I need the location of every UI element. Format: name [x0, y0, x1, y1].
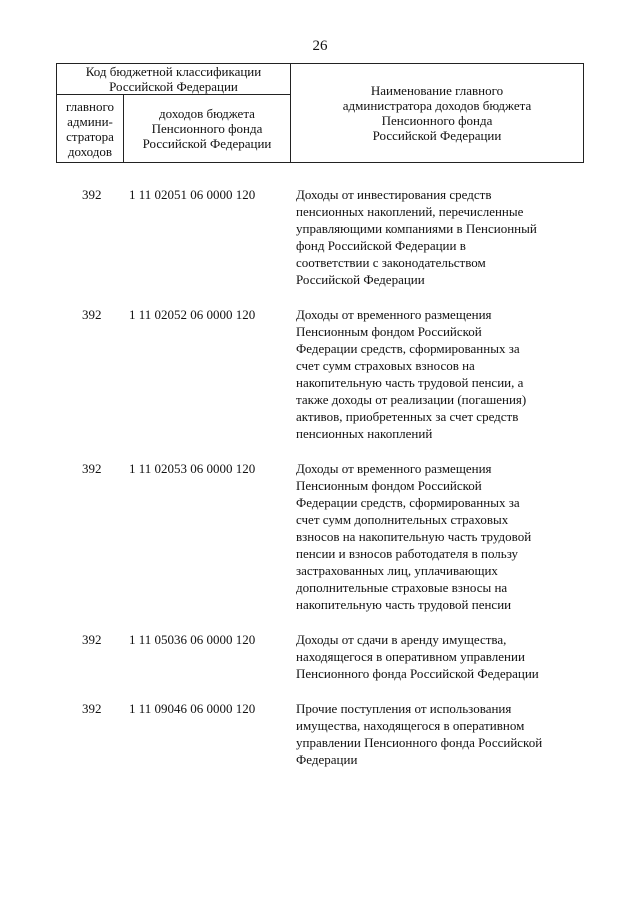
header-income: доходов бюджета Пенсионного фонда Российской Федерации — [142, 106, 272, 151]
row-admin-code: 392 — [82, 632, 102, 647]
table-header — [56, 63, 584, 163]
row-budget-code: 1 11 02053 06 0000 120 — [129, 461, 256, 476]
row-budget-code: 1 11 09046 06 0000 120 — [129, 701, 256, 716]
row-description: Доходы от временного размещения Пенсионным фондом Российской Федерации средств, сформированных за счет сумм дополнительных страховых взносов на накопительную часть трудовой пенсии и взносов работодателя в пользу застрахованных лиц, уплачивающих дополнительные страховые взносы на накопительную часть трудовой пенсии — [296, 461, 532, 612]
header-income-cell — [124, 95, 291, 162]
table-row — [56, 460, 584, 613]
header-code-group-cell — [57, 64, 291, 95]
header-code-group: Код бюджетной классификации Российской Федерации — [85, 64, 262, 94]
table-row — [56, 186, 584, 288]
row-description: Доходы от временного размещения Пенсионным фондом Российской Федерации средств, сформированных за счет сумм страховых взносов на накопительную часть трудовой пенсии, а также доходы от реализации (погашения) активов, приобретенных за счет средств пенсионных накоплений — [296, 307, 527, 441]
row-description: Доходы от инвестирования средств пенсионных накоплений, перечисленные управляющими компаниями в Пенсионный фонд Российской Федерации в соответствии с законодательством Российской Федерации — [296, 187, 537, 287]
table-row — [56, 306, 584, 442]
row-admin-code: 392 — [82, 461, 102, 476]
header-name: Наименование главного администратора доходов бюджета Пенсионного фонда Российской Федерации — [342, 83, 532, 143]
table-body — [56, 186, 584, 786]
row-budget-code: 1 11 05036 06 0000 120 — [129, 632, 256, 647]
row-admin-code: 392 — [82, 187, 102, 202]
row-description: Доходы от сдачи в аренду имущества, находящегося в оперативном управлении Пенсионного фонда Российской Федерации — [296, 632, 539, 681]
page-number: 26 — [312, 38, 328, 54]
header-admin-cell — [57, 95, 124, 162]
header-admin: главного админи- стратора доходов — [65, 98, 115, 159]
table-row — [56, 631, 584, 682]
row-description: Прочие поступления от использования имущества, находящегося в оперативном управлении Пенсионного фонда Российской Федерации — [296, 701, 543, 767]
row-budget-code: 1 11 02051 06 0000 120 — [129, 187, 256, 202]
row-budget-code: 1 11 02052 06 0000 120 — [129, 307, 256, 322]
row-admin-code: 392 — [82, 307, 102, 322]
table-row — [56, 700, 584, 768]
row-admin-code: 392 — [82, 701, 102, 716]
header-name-cell — [291, 64, 583, 162]
